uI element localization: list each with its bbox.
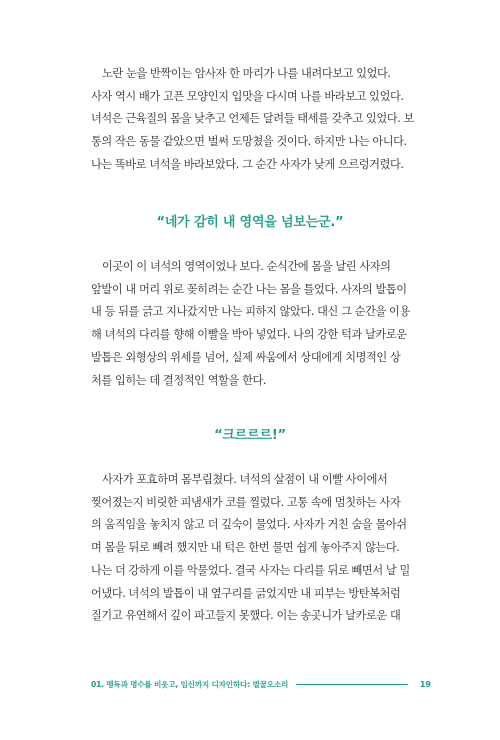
text-line: 통의 작은 동물 같았으면 벌써 도망쳤을 것이다. 하지만 나는 아니다. [91, 135, 407, 149]
text-line: 이곳이 이 녀석의 영역이었나 보다. 순식간에 몸을 날린 사자의 [102, 260, 391, 273]
text-line: 어냈다. 녀석의 발톱이 내 옆구리를 긁었지만 내 피부는 방탄복처럼 [91, 586, 401, 600]
body-paragraph-2 [91, 256, 427, 392]
dialogue-quote-2: “크르르르!” [214, 428, 286, 443]
text-line: 앞발이 내 머리 위로 꽂히려는 순간 나는 몸을 틀었다. 사자의 발톱이 [91, 282, 407, 296]
text-line: 녀석은 근육질의 몸을 낮추고 언제든 달려들 태세를 갖추고 있었다. 보 [91, 112, 414, 126]
text-line: 질기고 유연해서 깊이 파고들지 못했다. 이는 송곳니가 날카로운 대 [91, 609, 401, 623]
body-paragraph-3 [91, 469, 427, 628]
text-line: 해 녀석의 다리를 향해 이빨을 박아 넣었다. 나의 강한 턱과 날카로운 [91, 328, 407, 342]
text-line: 노란 눈을 반짝이는 암사자 한 마리가 나를 내려다보고 있었다. [102, 67, 391, 80]
text-line: 나는 더 강하게 이를 악물었다. 결국 사자는 다리를 뒤로 빼면서 날 밀 [91, 563, 410, 577]
body-paragraph-1 [91, 63, 427, 177]
text-line: 사자 역시 배가 고픈 모양인지 입맛을 다시며 나를 바라보고 있었다. [91, 89, 404, 103]
page-number: 19 [419, 679, 431, 689]
text-line: 며 몸을 뒤로 빼려 했지만 내 턱은 한번 물면 쉽게 놓아주지 않는다. [91, 541, 400, 555]
text-line: 내 등 뒤를 긁고 지나갔지만 나는 피하지 않았다. 대신 그 순간을 이용 [91, 305, 410, 319]
dialogue-quote-1: “네가 감히 내 영역을 넘보는군.” [156, 215, 344, 230]
text-line: 처를 입히는 데 결정적인 역할을 한다. [91, 373, 267, 387]
text-line: 사자가 포효하며 몸부림쳤다. 녀석의 살점이 내 이빨 사이에서 [102, 473, 388, 486]
text-line: 발톱은 외형상의 위세를 넘어, 실제 싸움에서 상대에게 치명적인 상 [91, 350, 401, 364]
text-line: 찢어졌는지 비릿한 피냄새가 코를 찔렀다. 고통 속에 멈칫하는 사자 [91, 495, 401, 509]
chapter-title: 01. 맹독과 명수를 비웃고, 임신까지 디자인하다: 벌꿀오소리 [91, 679, 289, 689]
page-footer [91, 677, 431, 691]
text-line: 의 움직임을 놓치지 않고 더 깊숙이 물었다. 사자가 거친 숨을 몰아쉬 [91, 518, 407, 532]
text-line: 나는 똑바로 녀석을 바라보았다. 그 순간 사자가 낮게 으르렁거렸다. [91, 157, 404, 171]
footer-divider [296, 684, 408, 685]
